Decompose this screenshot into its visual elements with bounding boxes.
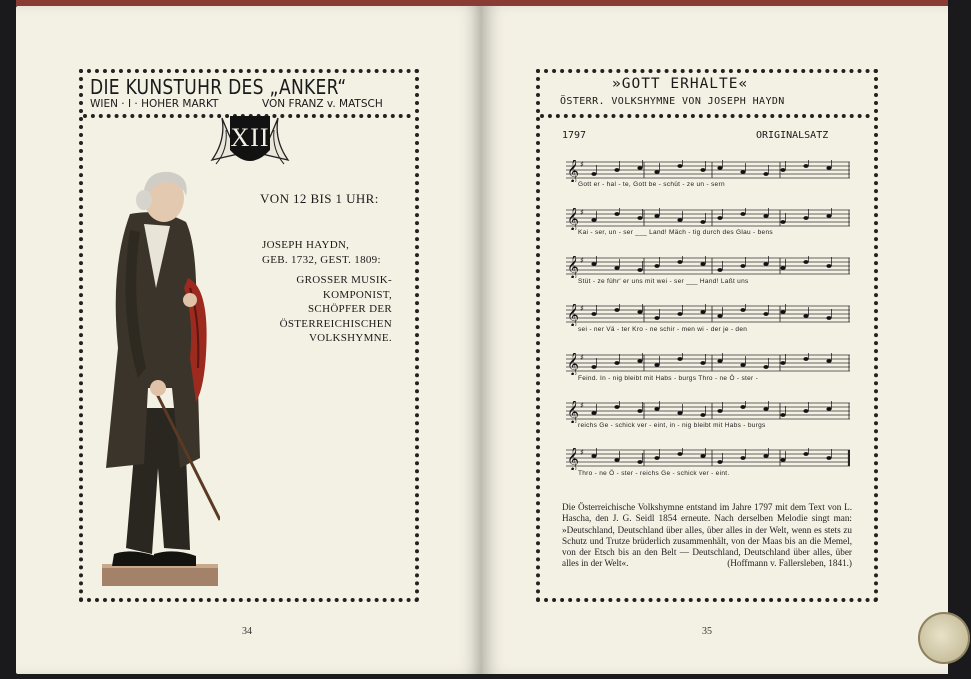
music-note-icon <box>654 363 659 367</box>
badge-numeral: XII <box>230 123 270 152</box>
music-note-icon <box>803 452 808 456</box>
music-staff <box>566 208 850 228</box>
music-note-icon <box>614 212 619 216</box>
collector-stamp-icon <box>918 612 970 664</box>
left-header-maker: VON FRANZ v. MATSCH <box>262 98 383 110</box>
lyric-line: Gott er - hal - te, Gott be - schüt - ze un - sern <box>578 181 725 188</box>
music-note-icon <box>763 312 768 316</box>
music-note-icon <box>826 407 831 411</box>
person-dates: GEB. 1732, GEST. 1809: <box>262 254 381 266</box>
year-label: 1797 <box>562 130 587 141</box>
music-note-icon <box>700 361 705 365</box>
music-note-icon <box>700 262 705 266</box>
right-header-divider <box>540 114 870 118</box>
music-note-icon <box>740 308 745 312</box>
music-note-icon <box>826 456 831 460</box>
lyric-line: sei - ner Vä - ter Kro - ne schir - men wi - der je - den <box>578 326 748 333</box>
music-note-icon <box>591 365 596 369</box>
music-note-icon <box>763 407 768 411</box>
music-note-icon <box>803 260 808 264</box>
music-note-icon <box>677 357 682 361</box>
music-note-icon <box>637 216 642 220</box>
treble-clef-icon: 𝄞 <box>567 208 579 230</box>
sharp-icon: ♯ <box>580 353 584 362</box>
music-note-icon <box>637 359 642 363</box>
music-note-icon <box>763 454 768 458</box>
music-note-icon <box>591 218 596 222</box>
music-note-icon <box>614 308 619 312</box>
music-note-icon <box>740 456 745 460</box>
music-note-icon <box>780 168 785 172</box>
paragraph-text: Die Österreichische Volkshymne entstand im Jahre 1797 mit dem Text von L. Hascha, den J. G. Seidl 1854 erneute. Nach derselben Melodie singt man: »Deutschland, Deutschland über alles, über alles in der Welt, wenn es stets zu Schutz und Trutze brüderlich zusammenhält, von der Maas bis an die Memel, von der Etsch bis an den Belt — Deutschland, Deutschland über alles, über alles in der Welt«. <box>562 502 852 569</box>
sharp-icon: ♯ <box>580 208 584 217</box>
music-note-icon <box>637 460 642 464</box>
music-note-icon <box>763 172 768 176</box>
lyric-line: Thro - ne Ö - ster - reichs Ge - schick ver - eint. <box>578 470 730 477</box>
music-note-icon <box>677 218 682 222</box>
anthem-title: »GOTT ERHALTE« <box>612 76 749 92</box>
music-note-icon <box>677 260 682 264</box>
music-note-icon <box>700 168 705 172</box>
sharp-icon: ♯ <box>580 448 584 457</box>
music-staff <box>566 160 850 180</box>
anthem-paragraph <box>562 502 852 570</box>
music-note-icon <box>717 409 722 413</box>
music-note-icon <box>740 212 745 216</box>
treble-clef-icon: 𝄞 <box>567 401 579 423</box>
music-note-icon <box>717 460 722 464</box>
treble-clef-icon: 𝄞 <box>567 353 579 375</box>
treble-clef-icon: 𝄞 <box>567 448 579 470</box>
music-note-icon <box>780 361 785 365</box>
right-page-number: 35 <box>702 626 712 637</box>
music-note-icon <box>591 172 596 176</box>
music-note-icon <box>717 314 722 318</box>
music-note-icon <box>614 405 619 409</box>
lyric-line: Feind. In - nig bleibt mit Habs - burgs Thro - ne Ö - ster - <box>578 375 759 382</box>
desc-line: GROSSER MUSIK- <box>296 274 392 286</box>
music-note-icon <box>637 409 642 413</box>
music-note-icon <box>803 409 808 413</box>
music-note-icon <box>803 357 808 361</box>
music-note-icon <box>614 266 619 270</box>
music-note-icon <box>740 264 745 268</box>
music-note-icon <box>780 220 785 224</box>
music-note-icon <box>591 262 596 266</box>
paragraph-attribution: (Hoffmann v. Fallersleben, 1841.) <box>727 558 852 569</box>
treble-clef-icon: 𝄞 <box>567 256 579 278</box>
music-note-icon <box>637 268 642 272</box>
anthem-subtitle: ÖSTERR. VOLKSHYMNE VON JOSEPH HAYDN <box>560 96 785 107</box>
music-note-icon <box>614 168 619 172</box>
music-note-icon <box>700 454 705 458</box>
music-note-icon <box>614 458 619 462</box>
treble-clef-icon: 𝄞 <box>567 304 579 326</box>
music-note-icon <box>654 407 659 411</box>
sharp-icon: ♯ <box>580 401 584 410</box>
music-note-icon <box>826 264 831 268</box>
music-note-icon <box>717 359 722 363</box>
music-staff <box>566 304 850 324</box>
music-note-icon <box>826 316 831 320</box>
music-note-icon <box>803 216 808 220</box>
music-note-icon <box>654 264 659 268</box>
setting-label: ORIGINALSATZ <box>756 130 829 141</box>
music-note-icon <box>654 214 659 218</box>
music-note-icon <box>826 166 831 170</box>
music-note-icon <box>614 361 619 365</box>
music-note-icon <box>763 214 768 218</box>
music-note-icon <box>677 411 682 415</box>
music-note-icon <box>780 458 785 462</box>
person-description <box>262 273 392 346</box>
music-note-icon <box>637 166 642 170</box>
desc-line: VOLKSHYMNE. <box>308 332 392 345</box>
desc-line: SCHÖPFER DER <box>308 303 392 316</box>
music-note-icon <box>591 312 596 316</box>
music-note-icon <box>780 310 785 314</box>
music-note-icon <box>826 214 831 218</box>
music-note-icon <box>826 359 831 363</box>
music-note-icon <box>780 413 785 417</box>
lyric-line: Kai - ser, un - ser ___ Land! Mäch - tig durch des Glau - bens <box>578 229 773 236</box>
music-note-icon <box>717 268 722 272</box>
music-note-icon <box>700 413 705 417</box>
music-note-icon <box>654 170 659 174</box>
music-note-icon <box>677 452 682 456</box>
music-note-icon <box>740 170 745 174</box>
sharp-icon: ♯ <box>580 160 584 169</box>
music-note-icon <box>763 365 768 369</box>
music-note-icon <box>637 310 642 314</box>
music-note-icon <box>780 266 785 270</box>
left-header-location: WIEN · I · HOHER MARKT <box>90 98 219 110</box>
desc-line: ÖSTERREICHISCHEN <box>279 317 392 330</box>
music-note-icon <box>677 312 682 316</box>
music-note-icon <box>717 166 722 170</box>
music-staff <box>566 448 850 468</box>
lyric-line: Stüt - ze führ' er uns mit wei - ser ___ Hand! Laßt uns <box>578 278 749 285</box>
music-note-icon <box>677 164 682 168</box>
music-staff <box>566 401 850 421</box>
music-staff <box>566 256 850 276</box>
lyric-line: reichs Ge - schick ver - eint, in - nig bleibt mit Habs - burgs <box>578 422 766 429</box>
music-note-icon <box>740 405 745 409</box>
sharp-icon: ♯ <box>580 304 584 313</box>
music-note-icon <box>700 310 705 314</box>
music-note-icon <box>717 216 722 220</box>
music-note-icon <box>740 363 745 367</box>
music-note-icon <box>700 220 705 224</box>
music-note-icon <box>591 411 596 415</box>
music-staff <box>566 353 850 373</box>
desc-line: KOMPONIST, <box>322 288 392 301</box>
music-note-icon <box>763 262 768 266</box>
music-note-icon <box>654 456 659 460</box>
treble-clef-icon: 𝄞 <box>567 160 579 182</box>
music-note-icon <box>591 454 596 458</box>
haydn-figure-image <box>100 168 220 592</box>
music-note-icon <box>654 316 659 320</box>
person-name: JOSEPH HAYDN, <box>262 239 350 251</box>
time-range: VON 12 BIS 1 UHR: <box>260 191 379 206</box>
music-note-icon <box>803 164 808 168</box>
left-header-title: DIE KUNSTUHR DES „ANKER“ <box>90 75 347 99</box>
sharp-icon: ♯ <box>580 256 584 265</box>
left-page-number: 34 <box>242 626 252 637</box>
xii-badge-icon <box>208 110 292 172</box>
music-note-icon <box>803 314 808 318</box>
